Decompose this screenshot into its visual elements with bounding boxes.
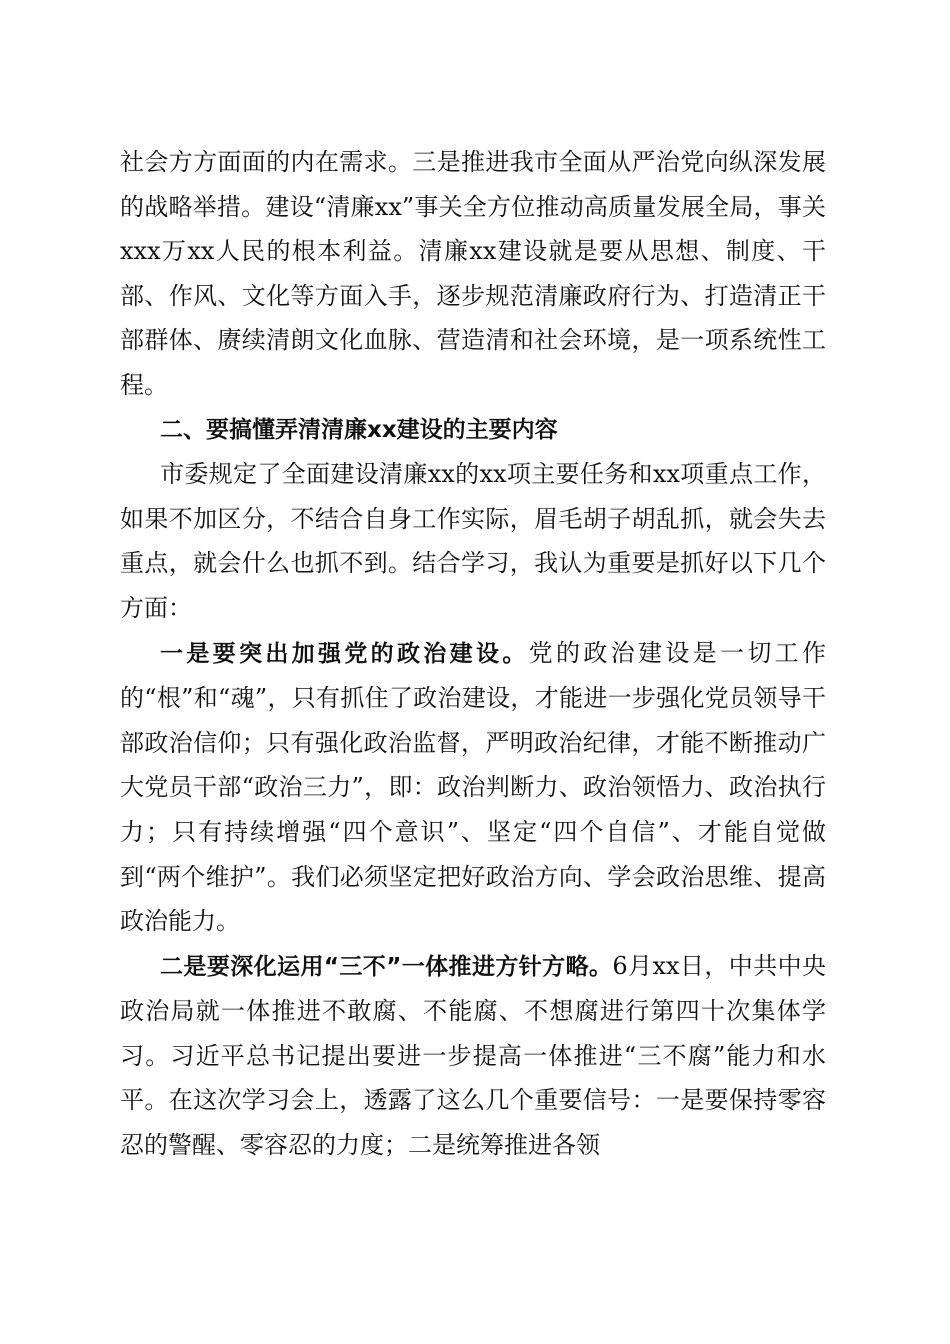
document-body: [120, 140, 826, 1168]
paragraph-continuation: 社会方方面面的内在需求。三是推进我市全面从严治党向纵深发展的战略举措。建设“清廉xx”事关全方位推动高质量发展全局，事关xxx万xx人民的根本利益。清廉xx建设就是要从思想、制度、干部、作风、文化等方面入手，逐步规范清廉政府行为、打造清正干部群体、赓续清朗文化血脉、营造清和社会环境，是一项系统性工程。: [120, 148, 826, 399]
paragraph-body: 市委规定了全面建设清廉xx的xx项主要任务和xx项重点工作，如果不加区分，不结合自身工作实际，眉毛胡子胡乱抓，就会失去重点，就会什么也抓不到。结合学习，我认为重要是抓好以下几个方面：: [120, 460, 826, 622]
paragraph-text: 党的政治建设是一切工作的“根”和“魂”，只有抓住了政治建设，才能进一步强化党员领导干部政治信仰；只有强化政治监督，严明政治纪律，才能不断推动广大党员干部“政治三力”，即：政治判断力、政治领悟力、政治执行力；只有持续增强“四个意识”、坚定“四个自信”、才能自觉做到“两个维护”。我们必须坚定把好政治方向、学会政治思维、提高政治能力。: [120, 638, 827, 936]
paragraph-political-building: [120, 631, 826, 944]
paragraph-three-no: [120, 944, 826, 1168]
paragraph-lead: 二是要深化运用“三不”一体推进方针方略。: [160, 953, 613, 980]
paragraph-lead: 一是要突出加强党的政治建设。: [160, 640, 529, 667]
paragraph-text: 6月xx日，中共中央政治局就一体推进不敢腐、不能腐、不想腐进行第四十次集体学习。习近平总书记提出要进一步提高一体推进“三不腐”能力和水平。在这次学习会上，透露了这么几个重要信号：一是要保持零容忍的警醒、零容忍的力度；二是统筹推进各领: [120, 951, 827, 1160]
section-heading: 二、要搞懂弄清清廉xx建设的主要内容: [160, 416, 558, 443]
